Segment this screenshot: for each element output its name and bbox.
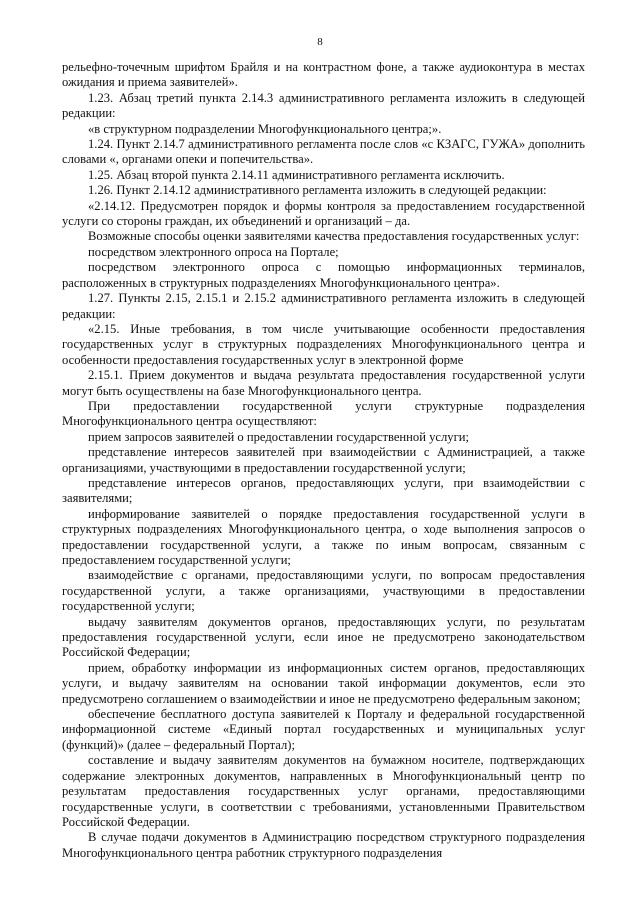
paragraph: посредством электронного опроса на Портале; [88,244,339,259]
paragraph: посредством электронного опроса с помощью информационных терминалов, расположенных в структурных подразделениях Многофункционального центра». [62,260,585,290]
paragraph: 1.26. Пункт 2.14.12 административного регламента изложить в следующей редакции: [88,183,547,198]
paragraph: представление интересов заявителей при взаимодействии с Администрацией, а также организациями, участвующими в предоставлении государственной услуги; [62,445,585,475]
paragraph: прием, обработку информации из информационных систем органов, предоставляющих услуги, и выдачу заявителям на основании такой информации документов, если это предусмотрено соглашением о взаимодействии и иное не предусмотрено федеральным законом; [62,660,585,706]
document-body [62,60,585,861]
paragraph: 1.27. Пункты 2.15, 2.15.1 и 2.15.2 административного регламента изложить в следующей редакции: [62,291,585,321]
paragraph: В случае подачи документов в Администрацию посредством структурного подразделения Многофункционального центра работник структурного подразделения [62,830,585,860]
paragraph: «в структурном подразделении Многофункционального центра;». [88,121,442,136]
paragraph: Возможные способы оценки заявителями качества предоставления государственных услуг: [88,229,580,244]
paragraph: выдачу заявителям документов органов, предоставляющих услуги, по результатам предоставления государственной услуги, если иное не предусмотрено законодательством Российской Федерации; [62,614,585,660]
paragraph: «2.14.12. Предусмотрен порядок и формы контроля за предоставлением государственной услуги со стороны граждан, их объединений и организаций – да. [62,198,585,229]
paragraph: При предоставлении государственной услуги структурные подразделения Многофункционального центра осуществляют: [62,398,585,429]
paragraph: информирование заявителей о порядке предоставления государственной услуги в структурных подразделениях Многофункционального центра, о ходе выполнения запросов о предоставлении государственной услуги, а также по иным вопросам, связанным с предоставлением государственной услуги; [62,506,585,567]
paragraph: «2.15. Иные требования, в том числе учитывающие особенности предоставления государственных услуг в структурных подразделениях Многофункционального центра и особенности предоставления государственных услуг в электронной форме [62,321,585,367]
paragraph: рельефно-точечным шрифтом Брайля и на контрастном фоне, а также аудиоконтура в местах ожидания и приема заявителей». [62,60,585,90]
paragraph: прием запросов заявителей о предоставлении государственной услуги; [88,429,469,444]
paragraph: 2.15.1. Прием документов и выдача результата предоставления государственной услуги могут быть осуществлены на базе Многофункционального центра. [62,368,585,398]
paragraph: представление интересов органов, предоставляющих услуги, при взаимодействии с заявителями; [62,475,585,506]
page-number: 8 [317,36,323,48]
paragraph: 1.23. Абзац третий пункта 2.14.3 административного регламента изложить в следующей редакции: [62,90,585,121]
paragraph: взаимодействие с органами, предоставляющими услуги, по вопросам предоставления государственной услуги, а также организациями, участвующими в предоставлении государственной услуги; [62,568,585,614]
paragraph: составление и выдачу заявителям документов на бумажном носителе, подтверждающих содержание электронных документов, направленных в Многофункциональный центр по результатам предоставления государственных услуг органами, предоставляющими государственные услуги, в соответствии с требованиями, установленными Правительством Российской Федерации. [62,753,585,829]
paragraph: обеспечение бесплатного доступа заявителей к Порталу и федеральной государственной информационной системе «Единый портал государственных и муниципальных услуг (функций)» (далее – федеральный Портал); [62,707,585,752]
paragraph: 1.24. Пункт 2.14.7 административного регламента после слов «с КЗАГС, ГУЖА» дополнить словами «, органами опеки и попечительства». [62,137,585,167]
paragraph: 1.25. Абзац второй пункта 2.14.11 административного регламента исключить. [88,167,505,182]
